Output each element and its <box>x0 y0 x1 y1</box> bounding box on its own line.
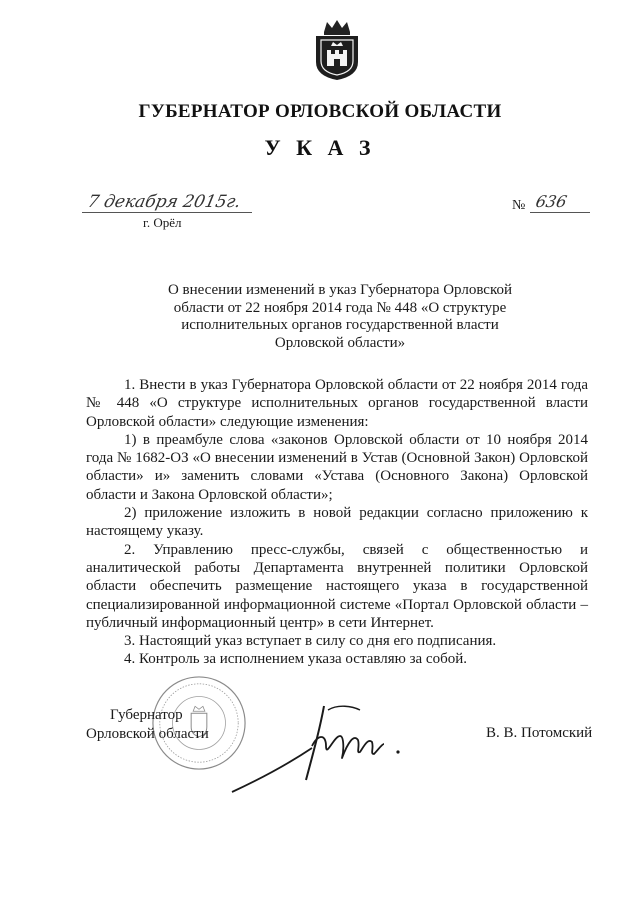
decree-city: г. Орёл <box>143 215 182 230</box>
paragraph-1-2: 2) приложение изложить в новой редакции согласно приложению к настоящему указу. <box>86 505 588 540</box>
signatory-title-line2: Орловской области <box>86 726 209 742</box>
authority-title: ГУБЕРНАТОР ОРЛОВСКОЙ ОБЛАСТИ <box>138 101 502 122</box>
decree-number-handwritten: 636 <box>533 192 569 211</box>
number-label: № <box>512 198 526 213</box>
date-underline <box>82 212 252 213</box>
orel-coat-of-arms-icon <box>312 18 362 82</box>
paragraph-2: 2. Управлению пресс-службы, связей с общественностью и аналитической работы Департамента внутренней политики Орловской области обеспечить размещение настоящего указа в государственной специализированной информационной системе «Портал Орловской области – публичный информационный центр» в сети Интернет. <box>86 541 588 631</box>
paragraph-3: 3. Настоящий указ вступает в силу со дня его подписания. <box>124 633 497 650</box>
signatory-name: В. В. Потомский <box>486 725 593 741</box>
document-type-title: У К А З <box>264 135 376 160</box>
handwritten-signature-icon <box>228 688 408 798</box>
paragraph-1: 1. Внести в указ Губернатора Орловской области от 22 ноября 2014 года № 448 «О структуре исполнительных органов государственной власти Орловской области» следующие изменения: <box>86 377 588 430</box>
signatory-title-line1: Губернатор <box>110 707 183 723</box>
signatory-title <box>86 706 209 744</box>
paragraph-1-1: 1) в преамбуле слова «законов Орловской области от 10 ноября 2014 года № 1682-ОЗ «О внесении изменений в Устав (Основной Закон) Орловской области» и» заменить словами «Устава (Основного Закона) Орловской области и Закона Орловской области»; <box>86 431 588 503</box>
decree-date-handwritten: 7 декабря 2015г. <box>85 192 243 212</box>
decree-body <box>86 376 588 669</box>
paragraph-4: 4. Контроль за исполнением указа оставляю за собой. <box>124 651 467 668</box>
number-underline <box>530 212 590 213</box>
decree-subject: О внесении изменений в указ Губернатора Орловской области от 22 ноября 2014 года № 448 «О структуре исполнительных органов государственной власти Орловской области» <box>167 282 513 351</box>
